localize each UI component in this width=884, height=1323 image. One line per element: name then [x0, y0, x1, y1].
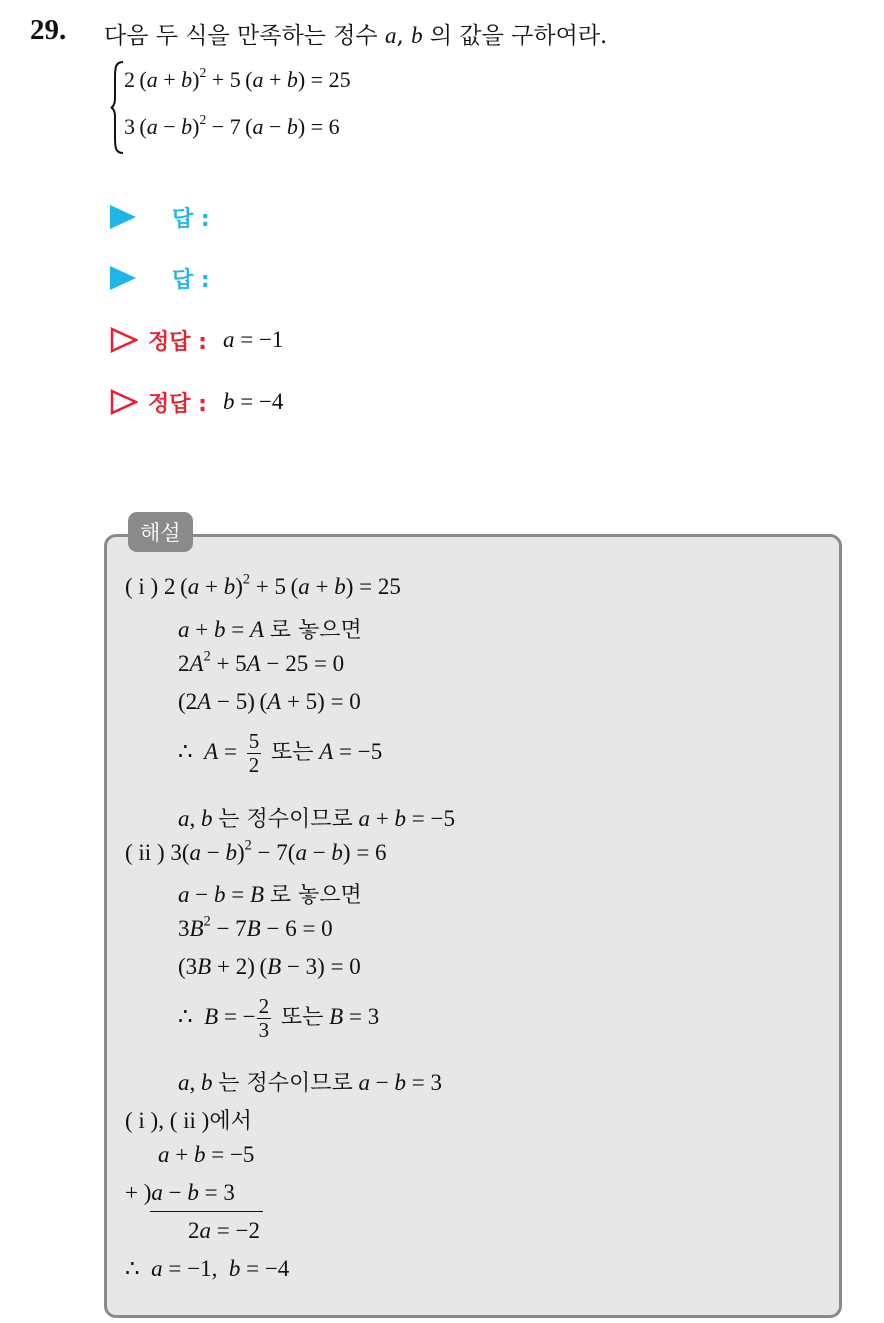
- system-equation-1: 2 $(a + b)^2 + 5$ (a + b) = 25: [124, 64, 351, 92]
- exp-line-14: a + b = −5: [158, 1142, 255, 1167]
- correct-answer-2: [110, 386, 283, 418]
- var-a: a: [384, 23, 397, 48]
- exp-line-15: + )a − b = 3: [125, 1180, 235, 1205]
- exp-line-1: ( i ) 2 $(a + b)^2 + 5$ (a + b) = 25: [125, 571, 401, 599]
- comma: ,: [396, 23, 412, 49]
- play-arrow-icon: [110, 205, 136, 229]
- correct-label: 정답 :: [148, 391, 207, 417]
- exp-line-11: ∴ B = − $\frac{2}{3}$ 또는 B = 3: [178, 994, 380, 1043]
- outline-arrow-icon: [110, 389, 138, 415]
- question-text: [104, 17, 607, 50]
- exp-line-7: ( ii ) $3(a - b)^2 - 7(a - b) = 6$: [125, 837, 387, 865]
- outline-arrow-icon: [110, 327, 138, 353]
- sum-rule: [150, 1211, 263, 1212]
- question-number: 29.: [30, 14, 67, 46]
- exp-line-12: a, b 는 정수이므로 a − b = 3: [178, 1070, 442, 1096]
- question-text-post: 의 값을 구하여라.: [422, 23, 608, 49]
- exp-line-13: ( i ), ( ii )에서: [125, 1108, 252, 1134]
- fraction: $\frac{5}{2}$: [248, 729, 260, 778]
- exp-line-2: a + b = A 로 놓으면: [178, 617, 362, 643]
- exp-line-16: 2a = −2: [188, 1218, 260, 1243]
- exp-line-3: $2A^2 + 5A - 25 = 0$: [178, 648, 345, 676]
- explanation-tag: 해설: [128, 512, 193, 552]
- exp-line-9: $3B^2 - 7B - 6 = 0$: [178, 913, 333, 941]
- fraction: $\frac{2}{3}$: [258, 994, 270, 1043]
- question-text-pre: 다음 두 식을 만족하는 정수: [104, 23, 385, 49]
- equation-system: [110, 60, 450, 155]
- answer-field-2[interactable]: [110, 262, 210, 294]
- play-arrow-icon: [110, 266, 136, 290]
- system-equation-2: 3 $(a - b)^2 - 7$ (a − b) = 6: [124, 111, 340, 139]
- exp-line-10: (3B + 2) (B − 3) = 0: [178, 954, 361, 979]
- var-b: b: [411, 23, 423, 48]
- exp-line-4: (2A − 5) (A + 5) = 0: [178, 689, 361, 714]
- correct-value-b: b = −4: [222, 389, 284, 414]
- answer-label: 답 :: [172, 206, 210, 232]
- exp-line-5: ∴ A = $\frac{5}{2}$ 또는 A = −5: [178, 729, 383, 778]
- exp-line-17: ∴ a = −1, b = −4: [125, 1256, 290, 1281]
- correct-answer-1: [110, 324, 283, 356]
- correct-label: 정답 :: [148, 329, 207, 355]
- correct-value-a: a = −1: [222, 327, 284, 352]
- left-brace-icon: [110, 60, 124, 155]
- exp-line-8: a − b = B 로 놓으면: [178, 882, 362, 908]
- answer-label: 답 :: [172, 267, 210, 293]
- answer-field-1[interactable]: [110, 201, 210, 233]
- exp-line-6: a, b 는 정수이므로 a + b = −5: [178, 806, 455, 832]
